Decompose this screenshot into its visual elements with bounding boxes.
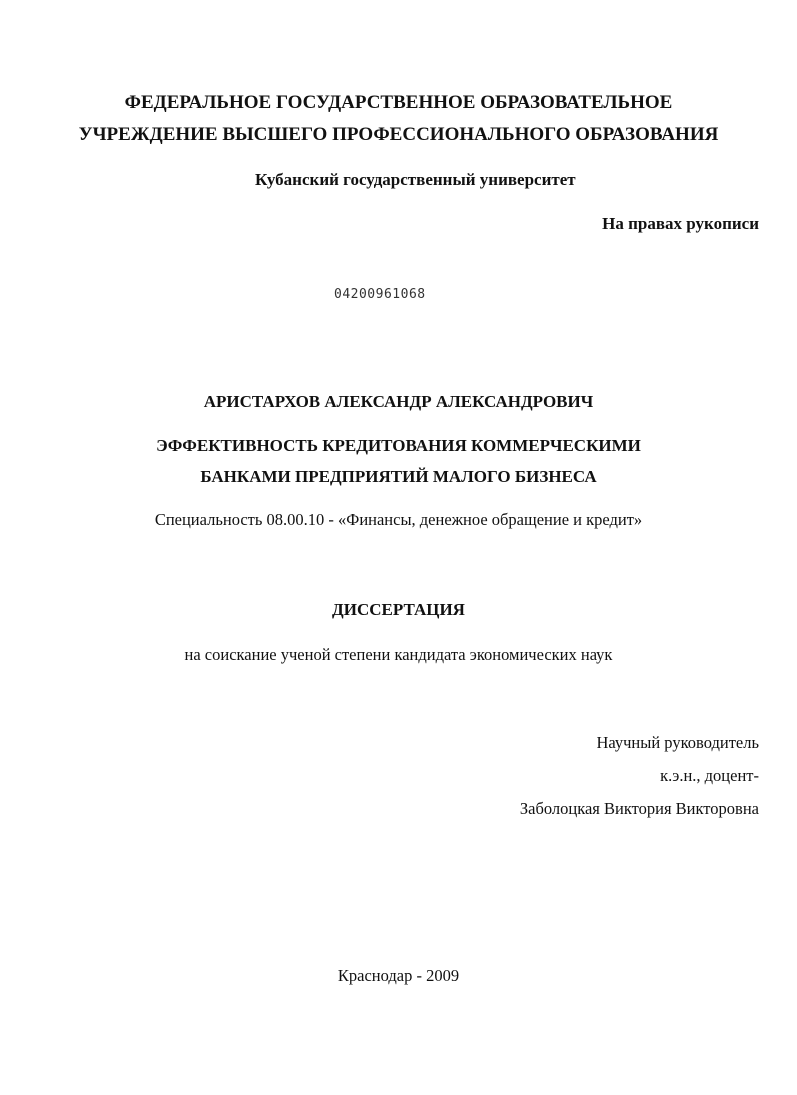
header-line-1: ФЕДЕРАЛЬНОЕ ГОСУДАРСТВЕННОЕ ОБРАЗОВАТЕЛЬНОЕ (124, 92, 673, 113)
specialty: Специальность 08.00.10 - «Финансы, денежное обращение и кредит» (154, 510, 643, 529)
manuscript-note: На правах рукописи (602, 214, 759, 233)
header-line-2: УЧРЕЖДЕНИЕ ВЫСШЕГО ПРОФЕССИОНАЛЬНОГО ОБРАЗОВАНИЯ (78, 124, 719, 145)
supervisor-rank: к.э.н., доцент- (660, 766, 759, 785)
supervisor-label: Научный руководитель (596, 733, 759, 752)
place-year: Краснодар - 2009 (337, 966, 460, 985)
author-name: АРИСТАРХОВ АЛЕКСАНДР АЛЕКСАНДРОВИЧ (203, 392, 594, 411)
title-line-1: ЭФФЕКТИВНОСТЬ КРЕДИТОВАНИЯ КОММЕРЧЕСКИМИ (156, 436, 641, 455)
degree-text: на соискание ученой степени кандидата экономических наук (184, 645, 613, 664)
document-type: ДИССЕРТАЦИЯ (332, 600, 465, 619)
university-name: Кубанский государственный университет (255, 170, 576, 189)
catalog-number: 04200961068 (334, 287, 426, 302)
title-line-2: БАНКАМИ ПРЕДПРИЯТИЙ МАЛОГО БИЗНЕСА (200, 467, 597, 486)
supervisor-name: Заболоцкая Виктория Викторовна (519, 799, 759, 818)
